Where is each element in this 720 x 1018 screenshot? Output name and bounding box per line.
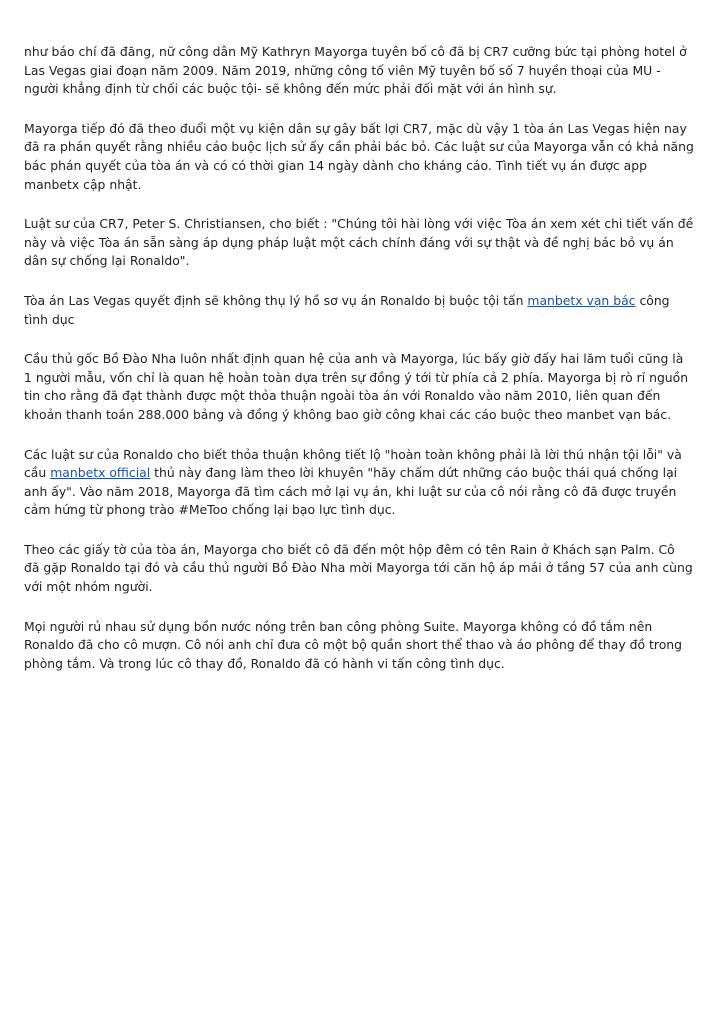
paragraph-3: Luật sư của CR7, Peter S. Christiansen, cho biết : "Chúng tôi hài lòng với việc Tòa án xem xét chi tiết vấn đề này và việc Tòa án sẵn sàng áp dụng pháp luật một cách chính đáng với sự thật và đề nghị bác bỏ vụ án dân sự chống lại Ronaldo".: [24, 216, 694, 269]
paragraph-5: Cầu thủ gốc Bồ Đào Nha luôn nhất định quan hệ của anh và Mayorga, lúc bấy giờ đấy hai lăm tuổi cũng là 1 người mẫu, vốn chỉ là quan hệ hoàn toàn dựa trên sự đồng ý tới từ phía cả 2 phía. Mayorga bị rò rỉ nguồn tin cho rằng đã đạt thành được một thỏa thuận ngoài tòa án với Ronaldo vào năm 2010, liên quan đến khoản thanh toán 288.000 bảng và đồng ý không bao giờ công khai các cáo buộc theo manbet vạn bác.: [24, 351, 689, 422]
paragraph-6: [24, 446, 694, 520]
paragraph-4: [24, 292, 694, 329]
paragraph-7: Theo các giấy tờ của tòa án, Mayorga cho biết cô đã đến một hộp đêm có tên Rain ở Khách sạn Palm. Cô đã gặp Ronaldo tại đó và cầu thủ người Bồ Đào Nha mời Mayorga tới căn hộ áp mái ở tầng 57 của anh cùng với một nhóm người.: [24, 541, 693, 595]
paragraph-8: Mọi người rủ nhau sử dụng bồn nước nóng trên ban công phòng Suite. Mayorga không có đồ tắm nên Ronaldo đã cho cô mượn. Cô nói anh chỉ đưa cô một bộ quần short thể thao và áo phông để thay đồ trong phòng tắm. Và trong lúc cô thay đồ, Ronaldo đã có hành vi tấn công tình dục.: [24, 618, 683, 671]
paragraph-2: Mayorga tiếp đó đã theo đuổi một vụ kiện dân sự gây bất lợi CR7, mặc dù vậy 1 tòa án Las Vegas hiện nay đã ra phán quyết rằng nhiều cáo buộc lịch sử ấy cần phải bác bỏ. Các luật sư của Mayorga vẫn có khả năng bác phán quyết của tòa án và có có thời gian 14 ngày dành cho kháng cáo. Tình tiết vụ án được app manbetx cập nhật.: [24, 120, 694, 192]
paragraph-6-text-after: thủ này đang làm theo lời khuyên "hãy chấm dứt những cáo buộc thái quá chống lại anh ấy". Vào năm 2018, Mayorga đã tìm cách mở lại vụ án, khi luật sư của cô nói rằng cô đã được truyền cảm hứng từ phong trào #MeToo chống lại bạo lực tình dục.: [24, 465, 678, 518]
paragraph-6-text-before: Các luật sư của Ronaldo cho biết thỏa thuận không tiết lộ "hoàn toàn không phải là lời thú nhận tội lỗi" và cầu: [24, 446, 682, 481]
paragraph-1: như báo chí đã đăng, nữ công dân Mỹ Kathryn Mayorga tuyên bố cô đã bị CR7 cưỡng bức tại phòng hotel ở Las Vegas giai đoạn năm 2009. Năm 2019, những công tố viên Mỹ tuyên bố số 7 huyền thoại của MU - người khẳng định từ chối các buộc tội- sẽ không đến mức phải đối mặt với án hình sự.: [24, 44, 687, 97]
manbetx-official-link[interactable]: manbetx official: [50, 465, 151, 481]
paragraph-4-text-after: công tình dục: [24, 292, 670, 327]
paragraph-4-text-before: Tòa án Las Vegas quyết định sẽ không thụ lý hồ sơ vụ án Ronaldo bị buộc tội tấn: [24, 292, 528, 308]
manbetx-van-bac-link[interactable]: manbetx vạn bác: [527, 292, 636, 308]
document-page: [24, 43, 694, 694]
